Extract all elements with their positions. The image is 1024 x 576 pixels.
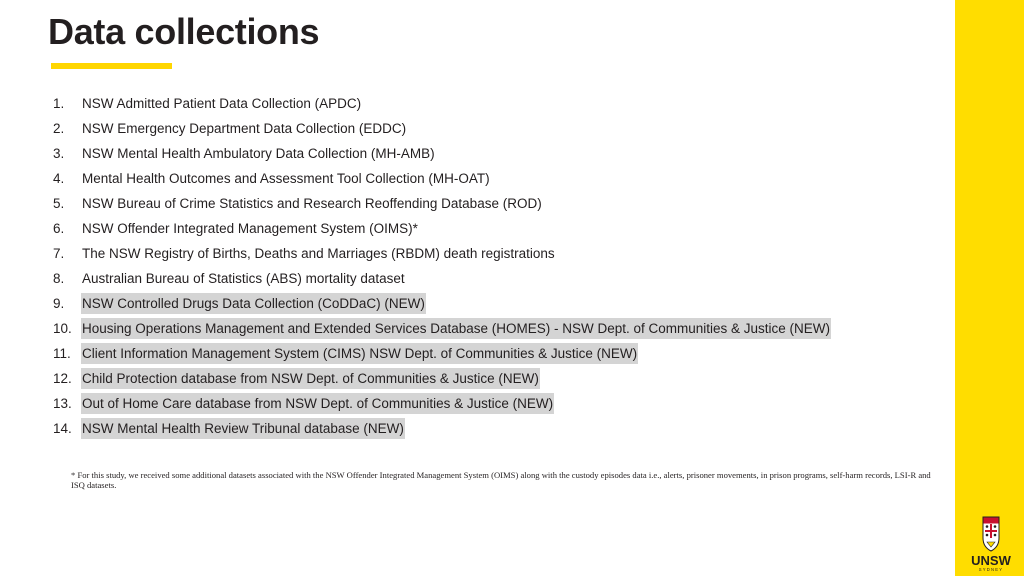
list-item-number: 14. bbox=[53, 421, 72, 436]
list-item-text-new: Child Protection database from NSW Dept. of Communities & Justice (NEW) bbox=[81, 368, 540, 389]
list-item-number: 3. bbox=[53, 146, 65, 161]
accent-sidebar bbox=[955, 0, 1024, 576]
data-collections-list bbox=[47, 91, 831, 441]
list-item-number: 11. bbox=[53, 346, 71, 361]
list-item-text: NSW Offender Integrated Management System (OIMS)* bbox=[82, 221, 418, 236]
list-item bbox=[47, 241, 831, 266]
list-item-number: 10. bbox=[53, 321, 72, 336]
list-item-text: Australian Bureau of Statistics (ABS) mortality dataset bbox=[82, 271, 405, 286]
list-item-text-new: NSW Controlled Drugs Data Collection (CoDDaC) (NEW) bbox=[81, 293, 426, 314]
list-item-number: 9. bbox=[53, 296, 65, 311]
list-item bbox=[47, 366, 831, 391]
list-item-text: NSW Mental Health Ambulatory Data Collection (MH-AMB) bbox=[82, 146, 435, 161]
list-item bbox=[47, 216, 831, 241]
list-item bbox=[47, 191, 831, 216]
list-item-text-new: Housing Operations Management and Extended Services Database (HOMES) - NSW Dept. of Communities & Justice (NEW) bbox=[81, 318, 831, 339]
list-item bbox=[47, 316, 831, 341]
title-underline bbox=[51, 63, 172, 69]
list-item bbox=[47, 341, 831, 366]
list-item-text-new: Out of Home Care database from NSW Dept. of Communities & Justice (NEW) bbox=[81, 393, 554, 414]
footnote: * For this study, we received some additional datasets associated with the NSW Offender Integrated Management System (OIMS) along with the custody episodes data i.e., alerts, prisoner movements, in prison programs, self-harm records, LSI-R and ISQ datasets. bbox=[71, 470, 931, 490]
list-item-number: 2. bbox=[53, 121, 65, 136]
list-item-number: 12. bbox=[53, 371, 72, 386]
list-item bbox=[47, 141, 831, 166]
list-item-number: 8. bbox=[53, 271, 65, 286]
logo-subtitle: SYDNEY bbox=[978, 567, 1004, 572]
list-item-text: NSW Bureau of Crime Statistics and Research Reoffending Database (ROD) bbox=[82, 196, 542, 211]
list-item-number: 13. bbox=[53, 396, 72, 411]
list-item bbox=[47, 116, 831, 141]
list-item-number: 7. bbox=[53, 246, 65, 261]
list-item bbox=[47, 291, 831, 316]
list-item-text: NSW Admitted Patient Data Collection (APDC) bbox=[82, 96, 362, 111]
list-item-text: NSW Emergency Department Data Collection (EDDC) bbox=[82, 121, 407, 136]
list-item bbox=[47, 166, 831, 191]
list-item-number: 5. bbox=[53, 196, 65, 211]
list-item-text: The NSW Registry of Births, Deaths and Marriages (RBDM) death registrations bbox=[82, 246, 555, 261]
list-item bbox=[47, 416, 831, 441]
logo-wordmark: UNSW bbox=[971, 553, 1011, 568]
list-item-number: 4. bbox=[53, 171, 65, 186]
unsw-logo bbox=[963, 516, 1019, 572]
list-item bbox=[47, 91, 831, 116]
unsw-crest-icon bbox=[983, 517, 999, 551]
slide-title: Data collections bbox=[48, 11, 320, 52]
list-item bbox=[47, 266, 831, 291]
list-item-text-new: NSW Mental Health Review Tribunal database (NEW) bbox=[81, 418, 405, 439]
list-item bbox=[47, 391, 831, 416]
list-item-text: Mental Health Outcomes and Assessment Tool Collection (MH-OAT) bbox=[82, 171, 490, 186]
list-item-number: 1. bbox=[53, 96, 65, 111]
list-item-number: 6. bbox=[53, 221, 65, 236]
list-item-text-new: Client Information Management System (CIMS) NSW Dept. of Communities & Justice (NEW) bbox=[81, 343, 638, 364]
